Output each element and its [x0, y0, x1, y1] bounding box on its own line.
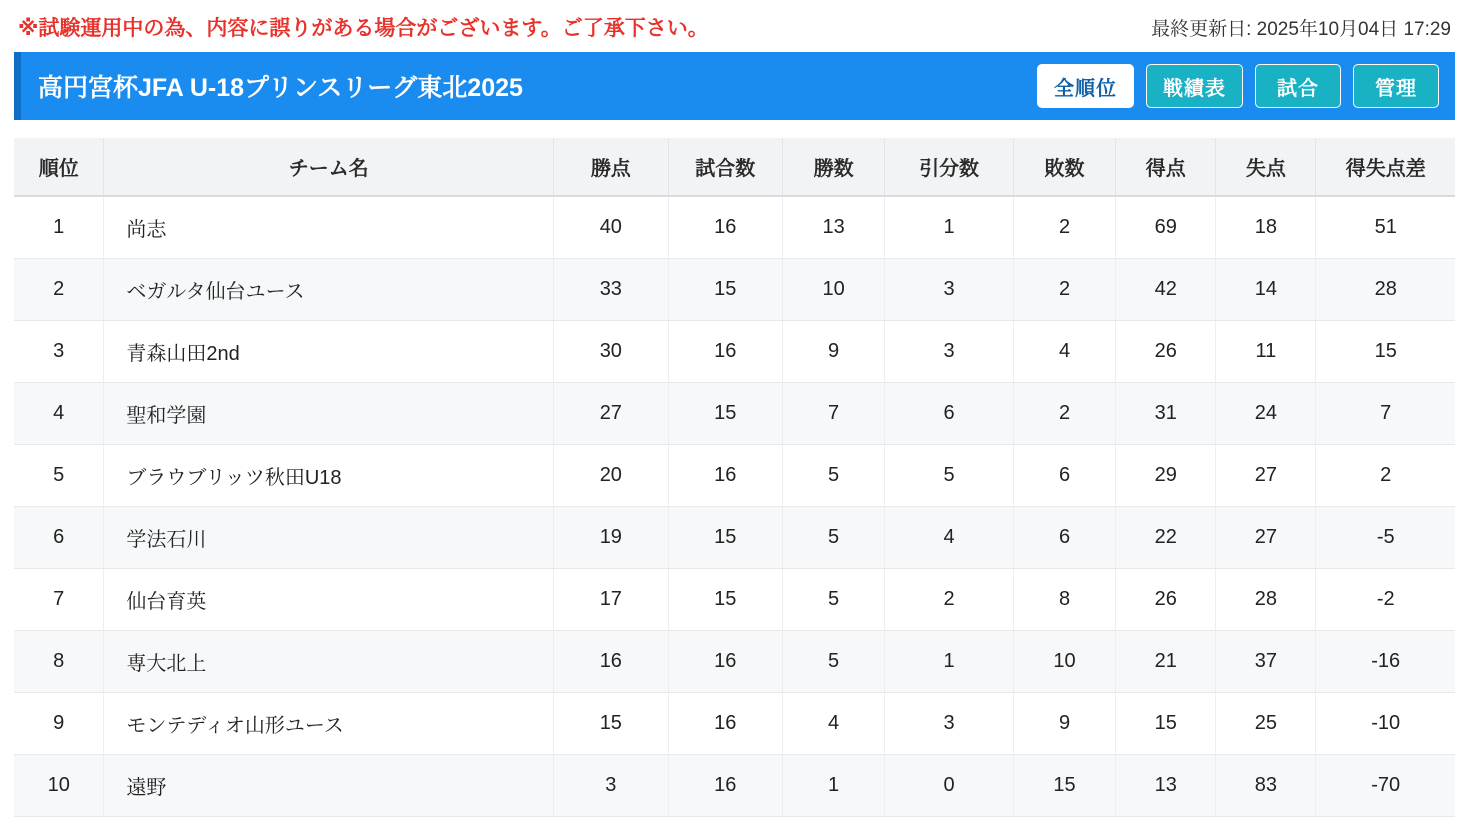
cell-wins: 4	[783, 693, 885, 755]
cell-rank: 2	[14, 259, 104, 321]
cell-goals-against: 28	[1216, 569, 1316, 631]
cell-played: 15	[668, 259, 782, 321]
cell-points: 27	[554, 383, 668, 445]
table-row[interactable]	[14, 383, 1455, 445]
col-goals-against: 失点	[1216, 138, 1316, 196]
cell-wins: 9	[783, 321, 885, 383]
cell-points: 3	[554, 755, 668, 817]
cell-team: 専大北上	[104, 631, 554, 693]
col-points: 勝点	[554, 138, 668, 196]
tab-all-standings[interactable]: 全順位	[1037, 64, 1134, 108]
col-draws: 引分数	[885, 138, 1014, 196]
cell-team: 仙台育英	[104, 569, 554, 631]
tab-results-table[interactable]: 戦績表	[1146, 64, 1243, 108]
cell-goal-diff: 15	[1316, 321, 1455, 383]
cell-played: 16	[668, 631, 782, 693]
cell-played: 15	[668, 383, 782, 445]
col-played: 試合数	[668, 138, 782, 196]
standings-table-body	[14, 196, 1455, 817]
page-title: 高円宮杯JFA U-18プリンスリーグ東北2025	[38, 74, 523, 102]
cell-wins: 7	[783, 383, 885, 445]
cell-team: 学法石川	[104, 507, 554, 569]
cell-rank: 7	[14, 569, 104, 631]
cell-rank: 6	[14, 507, 104, 569]
cell-played: 15	[668, 569, 782, 631]
cell-draws: 3	[885, 259, 1014, 321]
cell-played: 15	[668, 507, 782, 569]
cell-losses: 8	[1013, 569, 1115, 631]
cell-goals-for: 21	[1116, 631, 1216, 693]
col-goal-diff: 得失点差	[1316, 138, 1455, 196]
league-header	[14, 52, 1455, 120]
cell-points: 30	[554, 321, 668, 383]
cell-goals-against: 83	[1216, 755, 1316, 817]
cell-draws: 0	[885, 755, 1014, 817]
cell-goal-diff: -10	[1316, 693, 1455, 755]
trial-notice: ※試験運用中の為、内容に誤りがある場合がございます。ご了承下さい。	[18, 17, 709, 40]
notice-row	[0, 0, 1469, 52]
table-row[interactable]	[14, 569, 1455, 631]
cell-rank: 5	[14, 445, 104, 507]
standings-table	[14, 138, 1455, 817]
cell-team: 遠野	[104, 755, 554, 817]
cell-team: モンテディオ山形ユース	[104, 693, 554, 755]
cell-goals-against: 27	[1216, 507, 1316, 569]
table-row[interactable]	[14, 755, 1455, 817]
cell-draws: 2	[885, 569, 1014, 631]
cell-losses: 2	[1013, 383, 1115, 445]
table-row[interactable]	[14, 631, 1455, 693]
cell-played: 16	[668, 445, 782, 507]
cell-losses: 9	[1013, 693, 1115, 755]
cell-goal-diff: -16	[1316, 631, 1455, 693]
cell-points: 20	[554, 445, 668, 507]
cell-points: 15	[554, 693, 668, 755]
cell-draws: 3	[885, 321, 1014, 383]
cell-losses: 4	[1013, 321, 1115, 383]
cell-wins: 5	[783, 507, 885, 569]
cell-wins: 5	[783, 445, 885, 507]
cell-team: 聖和学園	[104, 383, 554, 445]
cell-goals-against: 25	[1216, 693, 1316, 755]
col-losses: 敗数	[1013, 138, 1115, 196]
cell-goals-for: 13	[1116, 755, 1216, 817]
cell-team: 青森山田2nd	[104, 321, 554, 383]
cell-draws: 3	[885, 693, 1014, 755]
cell-points: 33	[554, 259, 668, 321]
cell-goal-diff: -2	[1316, 569, 1455, 631]
cell-goals-against: 18	[1216, 196, 1316, 259]
table-row[interactable]	[14, 196, 1455, 259]
cell-goals-against: 24	[1216, 383, 1316, 445]
cell-goal-diff: 28	[1316, 259, 1455, 321]
cell-rank: 4	[14, 383, 104, 445]
table-row[interactable]	[14, 321, 1455, 383]
cell-rank: 10	[14, 755, 104, 817]
cell-losses: 2	[1013, 196, 1115, 259]
standings-table-wrap	[14, 138, 1455, 817]
cell-goals-against: 37	[1216, 631, 1316, 693]
cell-goals-for: 26	[1116, 569, 1216, 631]
cell-points: 40	[554, 196, 668, 259]
cell-goal-diff: 7	[1316, 383, 1455, 445]
cell-rank: 8	[14, 631, 104, 693]
cell-played: 16	[668, 755, 782, 817]
header-tabs	[1037, 64, 1439, 108]
table-row[interactable]	[14, 445, 1455, 507]
standings-table-head	[14, 138, 1455, 196]
cell-rank: 9	[14, 693, 104, 755]
cell-wins: 10	[783, 259, 885, 321]
cell-team: ブラウブリッツ秋田U18	[104, 445, 554, 507]
cell-goal-diff: 51	[1316, 196, 1455, 259]
cell-draws: 5	[885, 445, 1014, 507]
col-rank: 順位	[14, 138, 104, 196]
cell-goals-for: 42	[1116, 259, 1216, 321]
cell-points: 19	[554, 507, 668, 569]
cell-losses: 6	[1013, 445, 1115, 507]
last-updated: 最終更新日: 2025年10月04日 17:29	[1151, 18, 1451, 40]
cell-losses: 6	[1013, 507, 1115, 569]
cell-goals-for: 22	[1116, 507, 1216, 569]
cell-goals-for: 15	[1116, 693, 1216, 755]
cell-goals-for: 29	[1116, 445, 1216, 507]
col-wins: 勝数	[783, 138, 885, 196]
cell-team: ベガルタ仙台ユース	[104, 259, 554, 321]
cell-played: 16	[668, 693, 782, 755]
cell-draws: 6	[885, 383, 1014, 445]
cell-wins: 13	[783, 196, 885, 259]
cell-played: 16	[668, 321, 782, 383]
cell-rank: 3	[14, 321, 104, 383]
col-team: チーム名	[104, 138, 554, 196]
cell-losses: 10	[1013, 631, 1115, 693]
table-row[interactable]	[14, 259, 1455, 321]
cell-losses: 15	[1013, 755, 1115, 817]
cell-goal-diff: -70	[1316, 755, 1455, 817]
cell-goal-diff: 2	[1316, 445, 1455, 507]
cell-team: 尚志	[104, 196, 554, 259]
cell-goals-against: 11	[1216, 321, 1316, 383]
cell-draws: 1	[885, 196, 1014, 259]
cell-goals-against: 14	[1216, 259, 1316, 321]
cell-points: 17	[554, 569, 668, 631]
table-row[interactable]	[14, 507, 1455, 569]
cell-played: 16	[668, 196, 782, 259]
cell-rank: 1	[14, 196, 104, 259]
header-row	[14, 138, 1455, 196]
cell-goal-diff: -5	[1316, 507, 1455, 569]
cell-losses: 2	[1013, 259, 1115, 321]
header-accent-bar	[14, 52, 21, 120]
cell-wins: 5	[783, 569, 885, 631]
cell-draws: 4	[885, 507, 1014, 569]
cell-goals-for: 31	[1116, 383, 1216, 445]
table-row[interactable]	[14, 693, 1455, 755]
col-goals-for: 得点	[1116, 138, 1216, 196]
cell-goals-for: 69	[1116, 196, 1216, 259]
tab-admin[interactable]: 管理	[1353, 64, 1439, 108]
cell-goals-against: 27	[1216, 445, 1316, 507]
cell-points: 16	[554, 631, 668, 693]
tab-matches[interactable]: 試合	[1255, 64, 1341, 108]
cell-wins: 5	[783, 631, 885, 693]
cell-goals-for: 26	[1116, 321, 1216, 383]
cell-draws: 1	[885, 631, 1014, 693]
cell-wins: 1	[783, 755, 885, 817]
